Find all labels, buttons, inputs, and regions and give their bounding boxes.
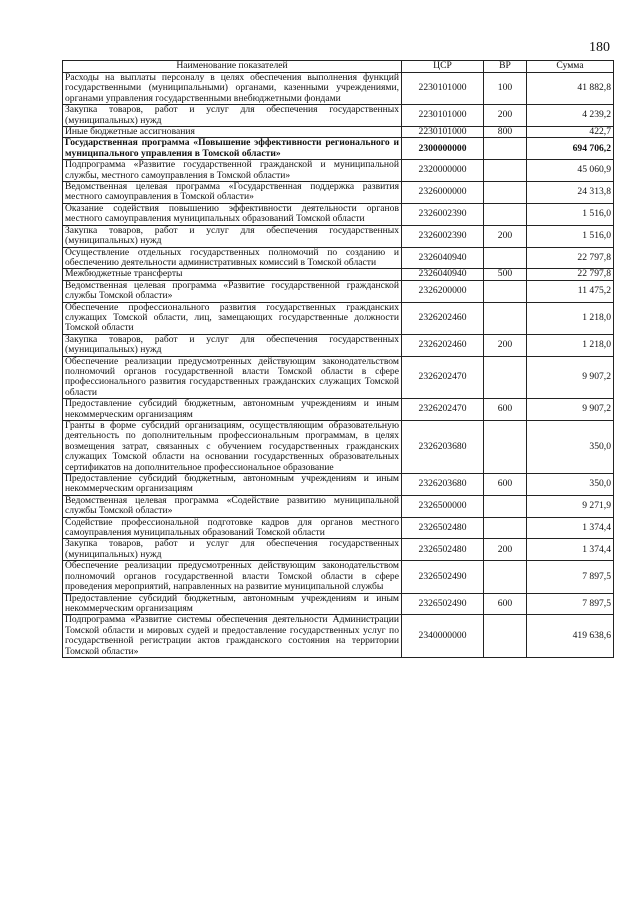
table-row — [63, 517, 614, 539]
table-row — [63, 203, 614, 225]
row-code: 2230101000 — [402, 127, 484, 138]
row-sum: 350,0 — [527, 474, 614, 496]
row-name: Содействие профессиональной подготовке кадров для органов местного самоуправления муниципальных образований Томской области — [63, 517, 402, 539]
row-vr — [484, 615, 527, 658]
table-row — [63, 615, 614, 658]
row-sum: 4 239,2 — [527, 105, 614, 127]
row-vr — [484, 160, 527, 182]
row-vr — [484, 280, 527, 302]
row-code: 2326203680 — [402, 421, 484, 474]
row-code: 2326040940 — [402, 269, 484, 280]
row-vr — [484, 247, 527, 269]
row-sum: 1 218,0 — [527, 334, 614, 356]
row-name: Осуществление отдельных государственных полномочий по созданию и обеспечению деятельности административных комиссий в Томской области — [63, 247, 402, 269]
row-name: Закупка товаров, работ и услуг для обеспечения государственных (муниципальных) нужд — [63, 334, 402, 356]
row-sum: 9 907,2 — [527, 399, 614, 421]
row-code: 2326502490 — [402, 593, 484, 615]
row-vr: 200 — [484, 539, 527, 561]
row-sum: 419 638,6 — [527, 615, 614, 658]
header-vr: ВР — [484, 61, 527, 73]
table-row — [63, 105, 614, 127]
table-row — [63, 561, 614, 593]
table-row — [63, 127, 614, 138]
row-sum: 350,0 — [527, 421, 614, 474]
row-name: Обеспечение реализации предусмотренных действующим законодательством полномочий органов государственной власти Томской области в сфере профессионального развития государственных гражданских служащих Томской области — [63, 356, 402, 399]
row-name: Обеспечение профессионального развития государственных гражданских служащих Томской области, лиц, замещающих государственные должности Томской области — [63, 302, 402, 334]
row-vr: 500 — [484, 269, 527, 280]
row-code: 2326502490 — [402, 561, 484, 593]
table-body — [63, 73, 614, 658]
row-code: 2326040940 — [402, 247, 484, 269]
row-name: Обеспечение реализации предусмотренных действующим законодательством полномочий органов государственной власти Томской области в сфере проведения мероприятий, направленных на развитие муниципальной службы — [63, 561, 402, 593]
table-row — [63, 160, 614, 182]
row-code: 2326502480 — [402, 539, 484, 561]
table-header-row — [63, 61, 614, 73]
row-vr: 200 — [484, 225, 527, 247]
row-name: Гранты в форме субсидий организациям, осуществляющим образовательную деятельность по дополнительным профессиональным программам, в целях возмещения затрат, связанных с обучением государственных гражданских служащих Томской области на основании государственных образовательных сертификатов на дополнительное профессиональное образование — [63, 421, 402, 474]
row-sum: 22 797,8 — [527, 269, 614, 280]
header-code: ЦСР — [402, 61, 484, 73]
row-code: 2230101000 — [402, 105, 484, 127]
row-sum: 22 797,8 — [527, 247, 614, 269]
row-vr: 200 — [484, 334, 527, 356]
table-row — [63, 302, 614, 334]
row-sum: 11 475,2 — [527, 280, 614, 302]
row-vr: 800 — [484, 127, 527, 138]
page-number: 180 — [589, 40, 610, 55]
header-sum: Сумма — [527, 61, 614, 73]
table-row — [63, 73, 614, 105]
table-row — [63, 280, 614, 302]
row-name: Иные бюджетные ассигнования — [63, 127, 402, 138]
row-name: Закупка товаров, работ и услуг для обеспечения государственных (муниципальных) нужд — [63, 539, 402, 561]
row-code: 2340000000 — [402, 615, 484, 658]
row-name: Межбюджетные трансферты — [63, 269, 402, 280]
row-vr: 100 — [484, 73, 527, 105]
row-sum: 9 271,9 — [527, 495, 614, 517]
row-name: Предоставление субсидий бюджетным, автономным учреждениям и иным некоммерческим организациям — [63, 399, 402, 421]
row-vr — [484, 421, 527, 474]
row-vr — [484, 203, 527, 225]
row-code: 2326000000 — [402, 182, 484, 204]
row-code: 2300000000 — [402, 138, 484, 160]
row-name: Расходы на выплаты персоналу в целях обеспечения выполнения функций государственными (муниципальными) органами, казенными учреждениями, органами управления государственными внебюджетными фондами — [63, 73, 402, 105]
row-sum: 694 706,2 — [527, 138, 614, 160]
row-code: 2326202470 — [402, 356, 484, 399]
row-sum: 422,7 — [527, 127, 614, 138]
row-code: 2326202460 — [402, 334, 484, 356]
row-name: Предоставление субсидий бюджетным, автономным учреждениям и иным некоммерческим организациям — [63, 474, 402, 496]
row-code: 2326002390 — [402, 203, 484, 225]
row-vr: 600 — [484, 474, 527, 496]
row-code: 2326203680 — [402, 474, 484, 496]
row-sum: 24 313,8 — [527, 182, 614, 204]
table-row — [63, 474, 614, 496]
row-name: Ведомственная целевая программа «Государственная поддержка развития местного самоуправления в Томской области» — [63, 182, 402, 204]
row-name: Закупка товаров, работ и услуг для обеспечения государственных (муниципальных) нужд — [63, 105, 402, 127]
table-row — [63, 539, 614, 561]
row-vr: 600 — [484, 399, 527, 421]
row-name: Подпрограмма «Развитие системы обеспечения деятельности Администрации Томской области и мировых судей и предоставление государственных услуг по государственной регистрации актов гражданского состояния на территории Томской области» — [63, 615, 402, 658]
row-code: 2326002390 — [402, 225, 484, 247]
row-sum: 9 907,2 — [527, 356, 614, 399]
row-name: Государственная программа «Повышение эффективности регионального и муниципального управления в Томской области» — [63, 138, 402, 160]
row-vr — [484, 356, 527, 399]
row-code: 2320000000 — [402, 160, 484, 182]
table-row — [63, 182, 614, 204]
row-name: Ведомственная целевая программа «Содействие развитию муниципальной службы Томской области» — [63, 495, 402, 517]
table-row — [63, 334, 614, 356]
table-row — [63, 225, 614, 247]
row-vr: 600 — [484, 593, 527, 615]
row-code: 2326202470 — [402, 399, 484, 421]
table-row — [63, 495, 614, 517]
row-name: Ведомственная целевая программа «Развитие государственной гражданской службы Томской области» — [63, 280, 402, 302]
row-sum: 1 218,0 — [527, 302, 614, 334]
row-vr — [484, 561, 527, 593]
header-name: Наименование показателей — [63, 61, 402, 73]
row-code: 2326502480 — [402, 517, 484, 539]
row-sum: 45 060,9 — [527, 160, 614, 182]
row-vr — [484, 517, 527, 539]
row-vr — [484, 495, 527, 517]
budget-table — [62, 60, 614, 658]
row-vr — [484, 138, 527, 160]
table-row — [63, 247, 614, 269]
row-sum: 7 897,5 — [527, 593, 614, 615]
row-vr — [484, 302, 527, 334]
table-row — [63, 399, 614, 421]
row-name: Подпрограмма «Развитие государственной гражданской и муниципальной службы, местного самоуправления в Томской области» — [63, 160, 402, 182]
row-sum: 7 897,5 — [527, 561, 614, 593]
row-sum: 1 374,4 — [527, 517, 614, 539]
row-name: Закупка товаров, работ и услуг для обеспечения государственных (муниципальных) нужд — [63, 225, 402, 247]
table-row — [63, 356, 614, 399]
row-sum: 1 516,0 — [527, 225, 614, 247]
row-code: 2326202460 — [402, 302, 484, 334]
row-name: Предоставление субсидий бюджетным, автономным учреждениям и иным некоммерческим организациям — [63, 593, 402, 615]
row-code: 2326500000 — [402, 495, 484, 517]
table-row — [63, 593, 614, 615]
row-code: 2326200000 — [402, 280, 484, 302]
row-vr — [484, 182, 527, 204]
row-sum: 1 516,0 — [527, 203, 614, 225]
row-name: Оказание содействия повышению эффективности деятельности органов местного самоуправления муниципальных образований Томской области — [63, 203, 402, 225]
row-sum: 41 882,8 — [527, 73, 614, 105]
table-row — [63, 269, 614, 280]
row-vr: 200 — [484, 105, 527, 127]
row-code: 2230101000 — [402, 73, 484, 105]
table-row — [63, 138, 614, 160]
table-row — [63, 421, 614, 474]
row-sum: 1 374,4 — [527, 539, 614, 561]
